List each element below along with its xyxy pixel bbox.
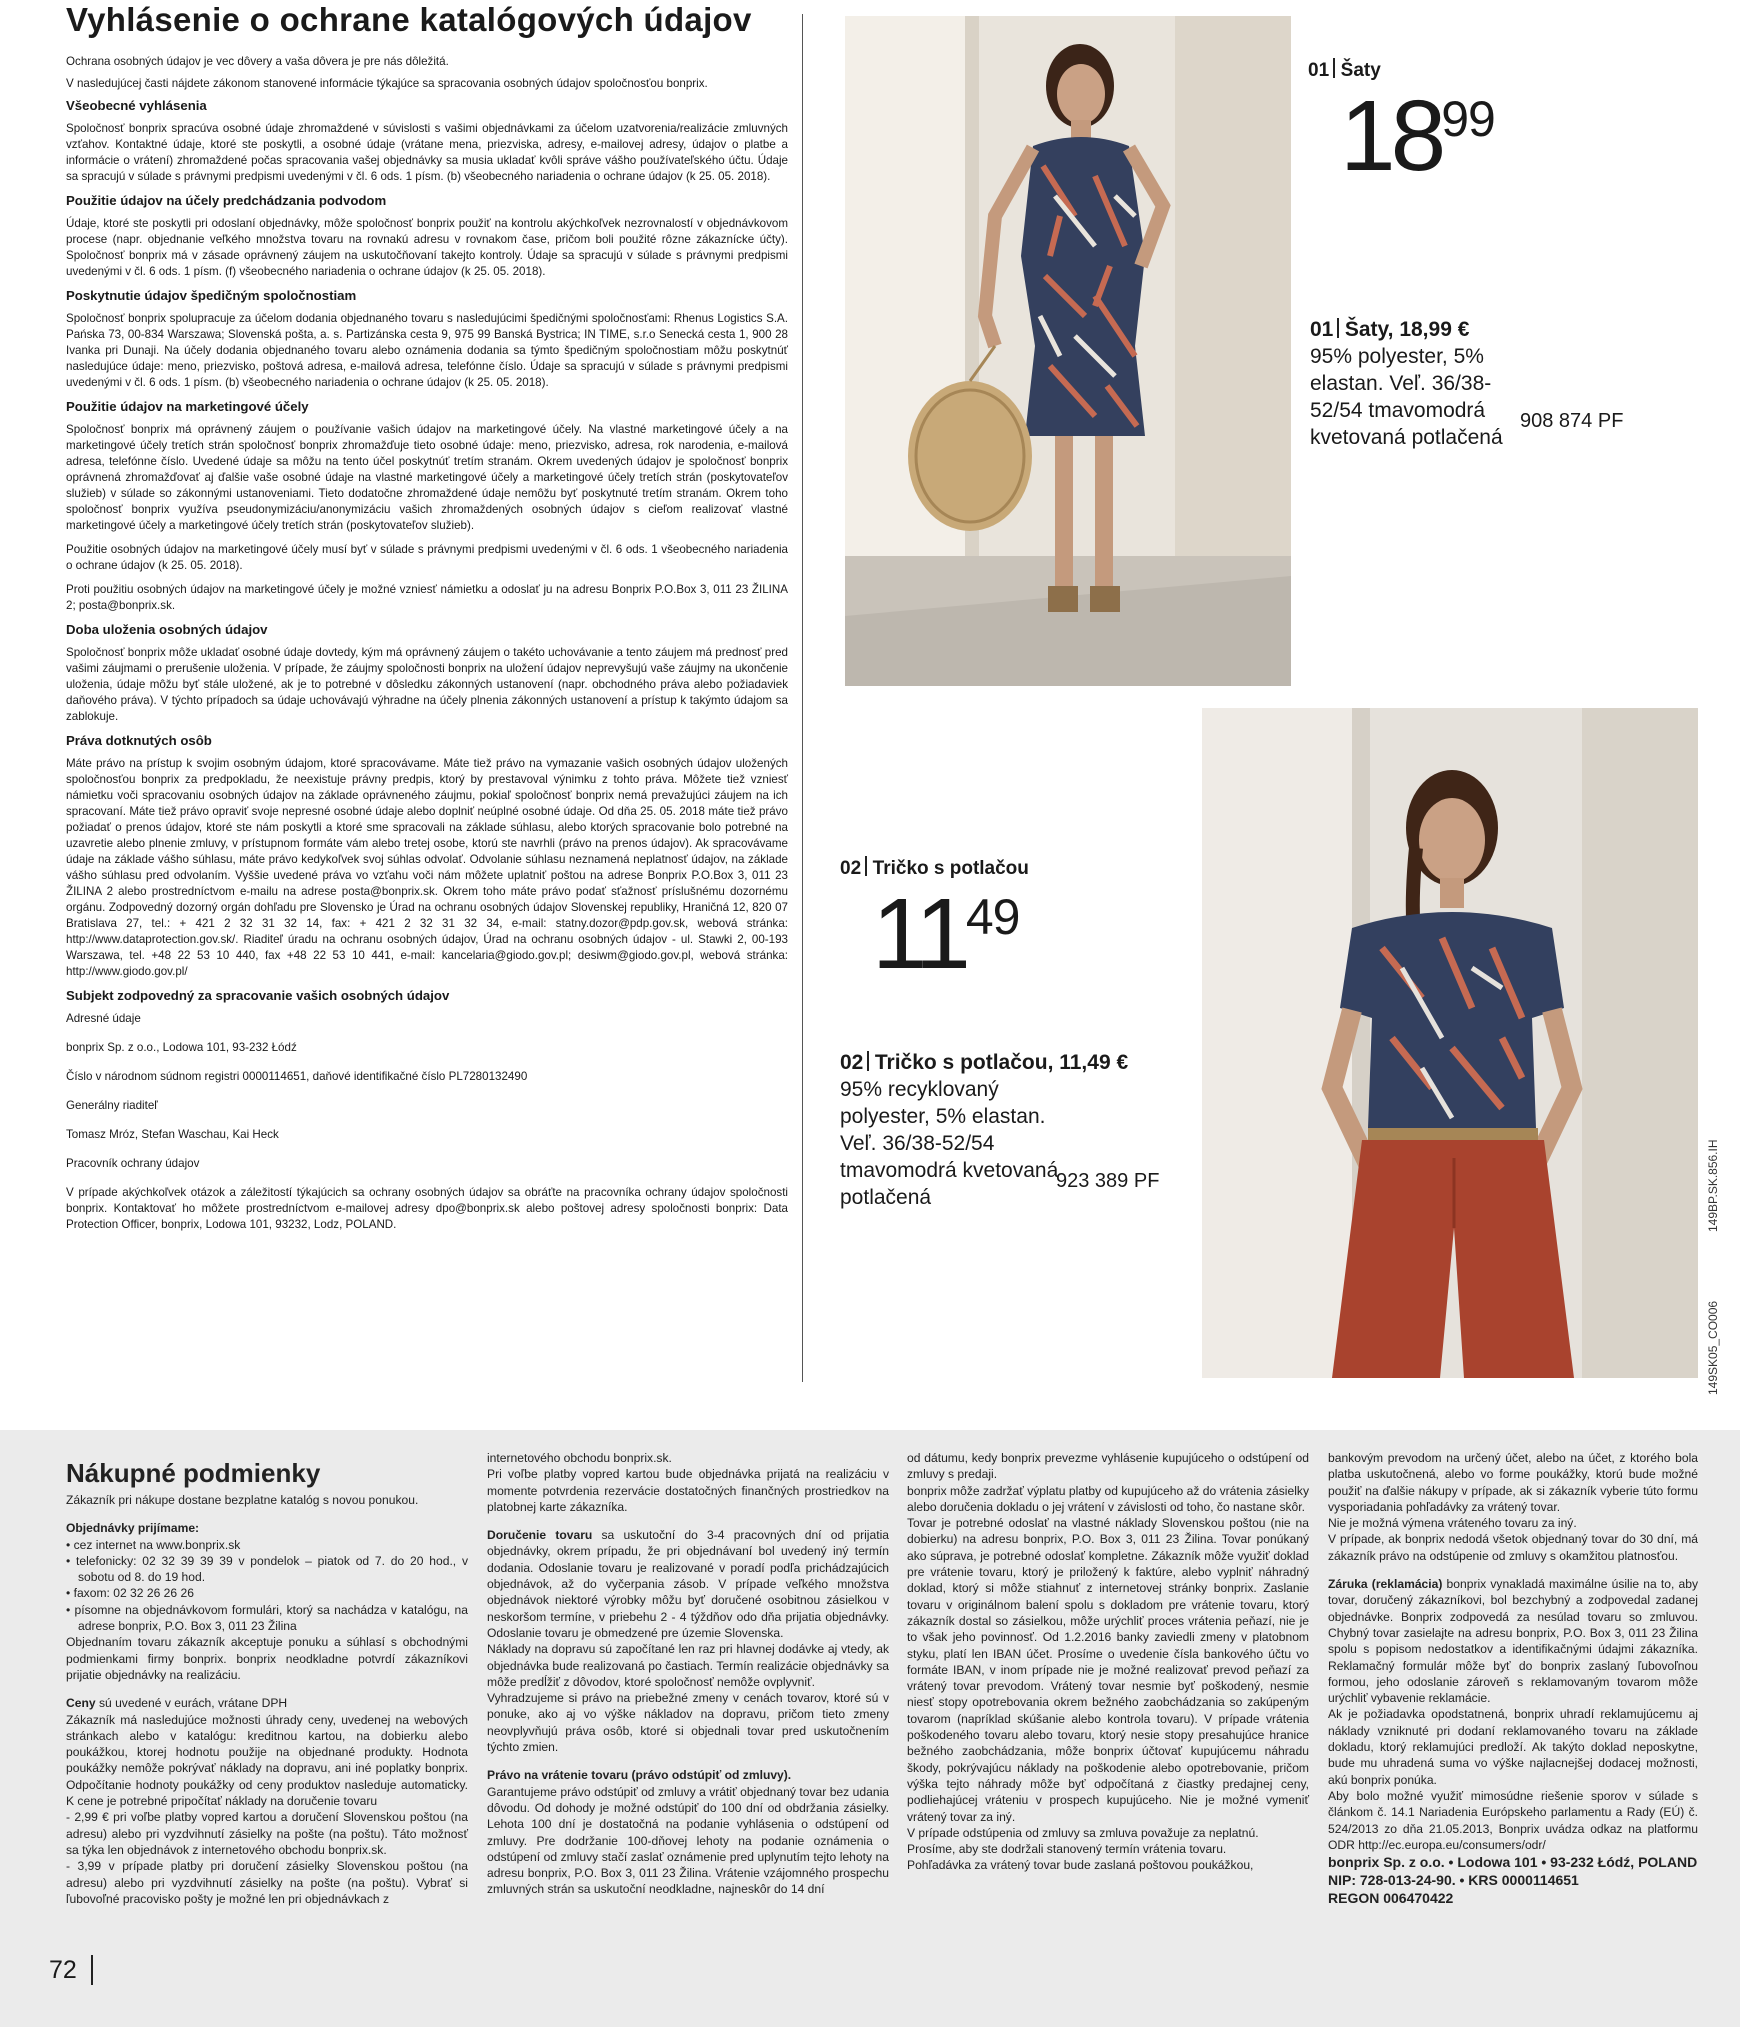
terms-subtitle: Zákazník pri nákupe dostane bezplatne katalóg s novou ponukou. [66, 1493, 419, 1507]
privacy-section [66, 0, 788, 1241]
prices-title: Ceny [66, 1696, 96, 1711]
section-text: Použitie osobných údajov na marketingové účely musí byť v súlade s právnymi predpismi uvedenými v čl. 6 ods. 1 všeobecného nariadenia o ochrane údajov (k 25. 05. 2018). [66, 543, 788, 572]
product1-label [1308, 58, 1381, 82]
product1-number: 01 [1308, 60, 1330, 81]
product2-number: 02 [840, 858, 862, 879]
section-heading: Použitie údajov na marketingové účely [66, 399, 309, 414]
product1-desc: 95% polyester, 5% elastan. Veľ. 36/38-52/54 tmavomodrá kvetovaná potlačená [1310, 345, 1503, 449]
col2-text-2: Pri voľbe platby vopred kartou bude objednávka prijatá na realizáciu v momente potvrdenia rezervácie dostatočných finančných prostriedkov na platobnej karte zákazníka. [487, 1467, 889, 1514]
company-line-3: REGON 006470422 [1328, 1890, 1454, 1907]
list-item: • písomne na objednávkovom formulári, ktorý sa nachádza v katalógu, na adrese bonprix, P.O. Box 3, 011 23 Žilina [66, 1602, 468, 1634]
orders-title: Objednávky prijímame: [66, 1521, 200, 1536]
prices-text-2: Zákazník má nasledujúce možnosti úhrady ceny, uvedenej na webových stránkach alebo v katalógu: kreditnou kartou, na dobierku alebo poukážkou, ktorej hodnotu použije na objednané produkty. Hodnota poukážky nemôže pokrývať náklady na dopravu, ani iné poplatky bonprix. Odpočítanie hodnoty poukážky od ceny produktov nasleduje automaticky. K cene je potrebné pripočítať náklady na doručenie tovaru [66, 1712, 468, 1809]
terms-col-3 [907, 1450, 1309, 1874]
top-model-image [1202, 708, 1698, 1378]
col2-text-1: internetového obchodu bonprix.sk. [487, 1451, 672, 1465]
section-text: Proti použitiu osobných údajov na marketingové účely je možné vzniesť námietku a odoslať ju na adresu Bonprix P.O.Box 3, 011 23 ŽILINA 2; posta@bonprix.sk. [66, 583, 788, 612]
warranty-text-3: Aby bolo možné využiť mimosúdne riešenie sporov v súlade s článkom č. 14.1 Nariadenia Európskeho parlamentu a Rady (EÚ) č. 524/2013 zo dňa 21.05.2013, Bonprix uvádza odkaz na platformu ODR http://ec.europa.eu/consumers/odr/ [1328, 1788, 1698, 1852]
section-heading: Práva dotknutých osôb [66, 733, 212, 748]
product-photo-top [1202, 708, 1698, 1378]
delivery-text: sa uskutoční do 3-4 pracovných dní od prijatia objednávky, okrem prípadu, že pri objednávaní bol uvedený iný termín dodania. Odoslanie tovaru je realizované v poradí podľa prichádzajúcich objednávok, až do vyčerpania zásob. V prípade veľkého množstva objednávok niektoré výrobky môžu byť doručené osobitnou zásielkou v neskoršom termíne, v priebehu 2 - 4 týždňov odo dňa prijatia objednávky. Odoslanie tovaru je obmedzené pre územie Slovenska. [487, 1528, 889, 1640]
terms-col-1 [66, 1450, 468, 1907]
separator [1333, 58, 1335, 78]
section-text: Generálny riaditeľ [66, 1099, 158, 1112]
orders-text: Objednaním tovaru zákazník akceptuje ponuku a súhlasí s obchodnými podmienkami firmy bonprix. bonprix neodkladne potvrdí zákazníkovi prijatie objednávky na realizáciu. [66, 1635, 468, 1682]
section-text: Máte právo na prístup k svojim osobným údajom, ktoré spracovávame. Máte tiež právo na vymazanie vašich osobných údajov uložených spoločnosťou bonprix za predpokladu, že neexistuje právny predpis, ktorý by prestavoval výnimku z tohto práva. Môžete tiež vzniesť námietku voči spracovaniu osobných údajov na základe oprávneného záujmu, pokiaľ spoločnosť bonprix nemá prevažujúci záujem na ich spracovaní. Máte tiež právo opraviť svoje nepresné osobné údaje alebo doplniť neúplné osobné údaje. Od dňa 25. 05. 2018 máte tiež právo požiadať o prenos údajov, ktoré ste nám poskytli a ktoré sme spracovali na základe súhlasu, alebo ktorých spracovanie bolo potrebné na uzavretie alebo plnenie zmluvy, v prístupnom formáte vám alebo tretej osobe, ktorú ste navrhli (právo na prenos údajov). Ak spracovávame údaje na základe vášho súhlasu, máte právo kedykoľvek svoj súhlas odvolať. Odvolanie súhlasu neznamená neplatnosť údajov, na základe vášho súhlasu pred odvolaním. Vyššie uvedené práva vo vzťahu voči nám môžete uplatniť poštou na adrese Bonprix P.O.Box 3, 011 23 ŽILINA 2 alebo prostredníctvom e-mailu na adrese posta@bonprix.sk. Okrem toho máte právo podať sťažnosť príslušnému dozornému orgánu. Zodpovedný dozorný orgán dohľadu pre Slovensko je Úrad na ochranu osobných údajov Slovenskej republiky, Hraničná 12, 820 07 Bratislava 27, tel.: + 421 2 32 31 32 14, fax: + 421 2 32 31 32 34, e-mail: statny.dozor@pdp.gov.sk, webová stránka: http://www.dataprotection.gov.sk/. Riaditeľ úradu na ochranu osobných údajov, Úrad na ochranu osobných údajov - ul. Stawki 2, 00-193 Warszawa, tel. +48 22 53 10 440, fax +48 22 53 10 441, e-mail: kancelaria@giodo.gov.pl; desiwm@giodo.gov.pl, webová stránka: http://www.giodo.gov.pl/ [66, 757, 788, 978]
terms-col-2 [487, 1450, 889, 1898]
product1-title: Šaty, 18,99 € [1344, 318, 1470, 341]
separator [1337, 318, 1339, 338]
section-heading: Subjekt zodpovedný za spracovanie vašich osobných údajov [66, 988, 450, 1003]
warranty-title: Záruka (reklamácia) [1328, 1577, 1443, 1592]
col4-text-2: Nie je možná výmena vráteného tovaru za iný. [1328, 1516, 1577, 1531]
product1-name: Šaty [1340, 60, 1381, 81]
terms-col-4 [1328, 1450, 1698, 1907]
price-int: 11 [872, 878, 966, 990]
return-title: Právo na vrátenie tovaru (právo odstúpiť od zmluvy). [487, 1768, 792, 1783]
section-text: Pracovník ochrany údajov [66, 1157, 200, 1170]
product2-code: 923 389 PF [1056, 1170, 1160, 1192]
price-dec: 99 [1441, 91, 1495, 147]
section-text: Tomasz Mróz, Stefan Waschau, Kai Heck [66, 1128, 279, 1141]
section-text: Spoločnosť bonprix spolupracuje za účelom dodania objednaného tovaru s nasledujúcimi špedičnými spoločnosťami: Rhenus Logistics S.A. Pańska 73, 00-834 Warszawa; Slovenská pošta, a. s. Partizánska cesta 9, 975 99 Banská Bystrica; IN TIME, s.r.o Senecká cesta 1, 900 28 Ivanka pri Dunaji. Na účely dodania objednaného tovaru alebo oznámenia dodania sa týmto špedičným spoločnostiam môžu poskytnúť nasledujúce údaje: meno, priezvisko, poštová adresa, e-mailová adresa, telefónne číslo. Údaje sa spracujú v súlade s právnymi predpismi uvedenými v čl. 6 ods. 1 písm. (b) všeobecného nariadenia o ochrane údajov (k 25. 05. 2018). [66, 312, 788, 389]
list-item: • telefonicky: 02 32 39 39 39 v pondelok – piatok od 7. do 20 hod., v sobotu od 8. do 19 hod. [66, 1553, 468, 1585]
section-text: Spoločnosť bonprix môže ukladať osobné údaje dovtedy, kým má oprávnený záujem o takéto uchovávanie a tento záujem má prednosť pred vašimi záujmami o prerušenie uloženia. V prípade, že záujmy spoločnosti bonprix na uložení údajov neprevyšujú vaše záujmy na ukončenie uloženia, údaje môžu byť stále uložené, ak je to potrebné v dôsledku zákonných ustanovení (napr. obchodného práva alebo požiadaviek daňového práva). V týchto prípadoch sa údaje uchovávajú výhradne na účely plnenia zákonných ustanovení a prístup k takýmto údajom sa zablokuje. [66, 646, 788, 723]
separator [867, 1051, 869, 1071]
company-line-2: NIP: 728-013-24-90. • KRS 0000114651 [1328, 1872, 1579, 1889]
section-heading: Použitie údajov na účely predchádzania podvodom [66, 193, 387, 208]
warranty-text-2: Ak je požiadavka opodstatnená, bonprix uhradí reklamujúcemu aj náklady vzniknuté pri dodaní reklamovaného tovaru na základe dokladu, ktorý reklamujúci predloží. Ak takýto doklad neposkytne, bude mu uhradená suma vo výške najlacnejšej dodacej možnosti, akú bonprix ponúka. [1328, 1707, 1698, 1787]
terms-title: Nákupné podmienky [66, 1458, 321, 1488]
side-code-1: 149BP.SK.856.IH [1706, 1139, 1720, 1232]
section-heading: Všeobecné vyhlásenia [66, 98, 207, 113]
col4-text-1: bankovým prevodom na určený účet, alebo na účet, z ktorého bola platba uskutočnená, alebo vo forme poukážky, ktorú bude možné použiť na ďalšie nákupy v prípade, ak si zákazník vyberie túto formu vysporiadania pohľadávky za vrátený tovar. [1328, 1451, 1698, 1514]
col3-text-1: od dátumu, kedy bonprix prevezme vyhlásenie kupujúceho o odstúpení od zmluvy s predaji. [907, 1451, 1309, 1482]
side-code-2: 149SK05_CO006 [1706, 1300, 1720, 1395]
product1-number: 01 [1310, 318, 1334, 341]
privacy-intro-2: V nasledujúcej časti nájdete zákonom stanovené informácie týkajúce sa spracovania osobných údajov spoločnosťou bonprix. [66, 77, 708, 90]
prices-text-3: - 2,99 € pri voľbe platby vopred kartou a doručení Slovenskou poštou (na adresu) alebo pri vyzdvihnutí zásielky na pošte (na poštu). Táto možnosť sa týka len objednávok z internetového obchodu bonprix.sk. [66, 1810, 468, 1857]
separator [865, 856, 867, 876]
col3-text-4: V prípade odstúpenia od zmluvy sa zmluva považuje za neplatnú. [907, 1825, 1259, 1840]
product2-title: Tričko s potlačou, 11,49 € [874, 1051, 1129, 1074]
product2-number: 02 [840, 1051, 864, 1074]
dress-model-image [845, 16, 1291, 686]
section-text: bonprix Sp. z o.o., Lodowa 101, 93-232 Łódź [66, 1041, 297, 1054]
section-text: Údaje, ktoré ste poskytli pri odoslaní objednávky, môže spoločnosť bonprix použiť na kontrolu akýchkoľvek nezrovnalostí v objednávkovom procese (napr. objednanie veľkého množstva tovaru na rovnakú adresu v rovnakom čase, pričom boli použité rôzne zákaznícke účty). Spoločnosť bonprix má v zásade oprávnený záujem na uskutočňovaní takejto kontroly. Údaje sa spracujú v súlade s právnymi predpismi uvedenými v čl. 6 ods. 1 písm. (f) všeobecného nariadenia o ochrane údajov (k 25. 05. 2018). [66, 217, 788, 278]
delivery-text-3: Vyhradzujeme si právo na priebežné zmeny v cenách tovarov, ktoré sú v ponuke, ako aj vo výške nákladov na dopravu, pričom tieto zmeny neovplyvňujú práva osôb, ktoré si objednali tovar pred uskutočnením týchto zmien. [487, 1691, 889, 1755]
product2-desc: 95% recyklovaný polyester, 5% elastan. Veľ. 36/38-52/54 tmavomodrá kvetovaná potlačená [840, 1078, 1059, 1209]
col4-text-3: V prípade, ak bonprix nedodá všetok objednaný tovar do 30 dní, má zákazník právo na odstúpenie od zmluvy s okamžitou platnosťou. [1328, 1532, 1698, 1563]
section-text: Adresné údaje [66, 1012, 141, 1025]
return-text: Garantujeme právo odstúpiť od zmluvy a vrátiť objednaný tovar bez udania dôvodu. Od dohody je možné odstúpiť do 100 dní od obdržania zásielky. Lehota 100 dní je dostatočná na podanie vyhlásenia o odstúpení od zmluvy. Pre dodržanie 100-dňovej lehoty na podanie oznámenia o odstúpení od zmluvy stačí zaslať oznámenie pred uplynutím tejto lehoty na adresu bonprix, P.O. Box 3, 011 23 Žilina. Vrátenie vzájomného prospechu zmluvných strán sa uskutoční neodkladne, najneskôr do 14 dní [487, 1784, 889, 1897]
section-heading: Poskytnutie údajov špedičným spoločnostiam [66, 288, 357, 303]
warranty-text: bonprix vynakladá maximálne úsilie na to, aby tovar, doručený zákazníkovi, bol bezchybný a zodpovedal zadanej objednávke. Bonprix zodpovedá za nesúlad tovaru so zmluvou. Chybný tovar zasielajte na adresu bonprix, P.O. Box 3, 011 23 Žilina spolu s popisom nedostatkov a identifikačnými údajmi zákazníka. Reklamačný formulár môže byť do bonprix zaslaný ľubovoľnou formou, jeho odoslanie zároveň s reklamovaným tovarom môže urýchliť vybavenie reklamácie. [1328, 1577, 1699, 1706]
section-text: Spoločnosť bonprix spracúva osobné údaje zhromaždené v súvislosti s vašimi objednávkami za účelom uzatvorenia/realizácie zmluvných vzťahov. Kontaktné údaje, ktoré ste poskytli, a osobné údaje (vrátane mena, priezviska, adresy, e-mailovej adresy, údajov o platbe a informácie o vrátení) zhromaždené počas spracovania vašej objednávky sa musia ukladať kvôli správe vášho používateľského účtu. Údaje sa spracujú v súlade s právnymi predpismi uvedenými v čl. 6 ods. 1 písm. (b) všeobecného nariadenia o ochrane údajov (k 25. 05. 2018). [66, 122, 788, 183]
delivery-text-2: Náklady na dopravu sú započítané len raz pri hlavnej dodávke aj vtedy, ak objednávka bude realizovaná po častiach. Termín realizácie objednávky sa môže predĺžiť z dôvodov, ktoré spoločnosť nemôže ovplyvniť. [487, 1642, 889, 1689]
product2-price [872, 878, 1020, 990]
column-divider [802, 14, 803, 1382]
col3-text-5: Prosíme, aby ste dodržali stanovený termín vrátenia tovaru. [907, 1842, 1227, 1857]
delivery-title: Doručenie tovaru [487, 1528, 593, 1543]
list-item: • cez internet na www.bonprix.sk [66, 1537, 241, 1552]
col3-text-6: Pohľadávka za vrátený tovar bude zaslaná poštovou poukážkou, [907, 1858, 1254, 1873]
col3-text-3: Tovar je potrebné odoslať na vlastné náklady Slovenskou poštou (nie na dobierku) na adresu bonprix, P.O. Box 3, 011 23 Žilina. Tovar ponúkaný ako súprava, je potrebné odoslať kompletne. Zákazník môže využiť doklad pre vrátenie tovaru, ktorý je priložený k faktúre, alebo vyplniť náhradný doklad, ktorý si môže stiahnuť z internetovej stránky bonprix. Zaslanie tovaru v originálnom balení spolu s dokladom pre vrátenie tovaru, ktorý zákazník dostal so zásielkou, môže urýchliť proces vrátenia peňazí, nie je to však jeho povinnosť. Od 1.2.2016 banky zaviedli zmeny v platobnom styku, platí len IBAN účet. Prosíme o uvedenie čísla bankového účtu vo formáte IBAN, v inom prípade nie je možné realizovať prevod peňazí za vrátený tovar prevodom. Vrátený tovar nesmie byť poškodený, nesmie niesť stopy opotrebovania okrem bežného zaobchádzania so zakúpeným tovarom (napríklad skúšanie alebo kontrola tovaru). V prípade vrátenia poškodeného tovaru alebo tovaru, ktorý nesie stopy presahujúce hranice bežného zaobchádzania, môže bonprix účtovať kupujúcemu náhradu škody, pokrývajúcu náklady na poškodenie alebo opotrebovanie, pričom výška tejto náhrady môže byť odpočítaná z čiastky predajnej ceny, podliehajúcej vráteniu v prospech kupujúceho. Nie je možné vymeniť vrátený tovar za iný. [907, 1516, 1309, 1824]
orders-list [66, 1537, 468, 1635]
company-line-1: bonprix Sp. z o.o. • Lodowa 101 • 93-232 Łódź, POLAND [1328, 1854, 1698, 1871]
section-heading: Doba uloženia osobných údajov [66, 622, 268, 637]
product2-name: Tričko s potlačou [872, 858, 1029, 879]
privacy-title: Vyhlásenie o ochrane katalógových údajov [66, 1, 752, 38]
product-photo-dress [845, 16, 1291, 686]
col3-text-2: bonprix môže zadržať výplatu platby od kupujúceho až do vrátenia zásielky alebo doručenia dokladu o jej vrátení v závislosti od toho, čo nastane skôr. [907, 1483, 1309, 1514]
prices-text: sú uvedené v eurách, vrátane DPH [95, 1696, 288, 1711]
product2-label [840, 856, 1029, 880]
price-int: 18 [1340, 80, 1442, 192]
prices-text-4: - 3,99 v prípade platby pri doručení zásielky Slovenskou poštou (na adresu) alebo pri vyzdvihnutí zásielky na pošte (na poštu). Vybrať si ľubovoľné pracovisko pošty je možné len pri objednávkach z [66, 1859, 468, 1906]
price-dec: 49 [965, 889, 1020, 945]
product1-price [1340, 80, 1495, 192]
section-text: V prípade akýchkoľvek otázok a záležitostí týkajúcich sa ochrany osobných údajov sa obráťte na pracovníka ochrany údajov spoločnosti bonprix. Kontaktovať ho môžete prostredníctvom e-mailovej adresy dpo@bonprix.sk alebo poštovej adresy spoločnosti bonprix: Data Protection Officer, bonprix, Lodowa 101, 93232, Lodz, POLAND. [66, 1186, 788, 1231]
page-number: 72 [49, 1956, 77, 1984]
privacy-intro-1: Ochrana osobných údajov je vec dôvery a vaša dôvera je pre nás dôležitá. [66, 55, 449, 68]
list-item: • faxom: 02 32 26 26 26 [66, 1586, 194, 1601]
page-number-bar [91, 1955, 93, 1985]
section-text: Spoločnosť bonprix má oprávnený záujem o používanie vašich údajov na marketingové účely. Na vlastné marketingové účely a na marketingové účely tretích strán spoločnosť bonprix zhromažďuje tieto osobné údaje: meno, priezvisko, adresa, rok narodenia, e-mailová adresa, telefónne číslo. Uvedené údaje sa môžu na tento účel poskytnúť tretím stranám. Okrem uvedených údajov je spoločnosť bonprix oprávnená zhromažďovať aj ďalšie vaše osobné údaje na vlastné marketingové účely a marketingové účely tretích strán (poskytovateľov služieb) v súlade so zákonnými ustanoveniami. Tieto dodatočne zhromaždené údaje nemôžu byť poskytnuté tretím stranám. Okrem toho spoločnosť bonprix využíva pseudonymizáciu/anonymizáciu vašich zhromaždených osobných údajov s cieľom realizovať vlastné marketingové účely a marketingové účely tretích strán (poskytovateľov služieb). [66, 423, 788, 532]
product1-code: 908 874 PF [1520, 410, 1624, 432]
section-text: Číslo v národnom súdnom registri 0000114651, daňové identifikačné číslo PL7280132490 [66, 1070, 528, 1083]
